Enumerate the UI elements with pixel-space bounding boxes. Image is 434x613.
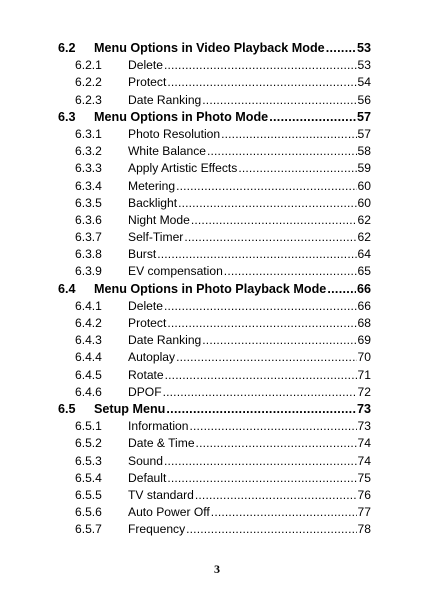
toc-entry-page: 65: [357, 264, 371, 279]
toc-dot-leader: [163, 384, 357, 401]
toc-entry-page: 78: [357, 522, 371, 537]
toc-entry-title: Information: [128, 419, 189, 434]
toc-subsection-entry[interactable]: [58, 453, 371, 470]
toc-entry-page: 64: [357, 247, 371, 262]
toc-subsection-entry[interactable]: [58, 521, 371, 538]
toc-subsection-entry[interactable]: [58, 418, 371, 435]
toc-entry-page: 56: [357, 92, 371, 107]
toc-dot-leader: [202, 92, 356, 109]
toc-entry-number: 6.3.2: [75, 144, 102, 159]
toc-subsection-entry[interactable]: [58, 246, 371, 263]
toc-entry-page: 71: [357, 367, 371, 382]
toc-entry-number: 6.4.3: [75, 333, 102, 348]
toc-entry-title: Metering: [128, 178, 176, 193]
toc-entry-number: 6.3.5: [75, 195, 102, 210]
toc-dot-leader: [167, 74, 356, 91]
toc-entry-title: Delete: [128, 58, 163, 73]
toc-entry-number: 6.5.6: [75, 505, 102, 520]
toc-entry-page: 74: [357, 436, 371, 451]
toc-entry-number: 6.4.6: [75, 384, 102, 399]
toc-dot-leader: [191, 212, 357, 229]
toc-dot-leader: [176, 178, 356, 195]
toc-dot-leader: [196, 435, 357, 452]
toc-subsection-entry[interactable]: [58, 435, 371, 452]
toc-dot-leader: [238, 160, 356, 177]
toc-entry-number: 6.5.1: [75, 419, 102, 434]
toc-entry-title: Burst: [128, 247, 157, 262]
toc-entry-title: Photo Resolution: [128, 126, 221, 141]
toc-subsection-entry[interactable]: [58, 298, 371, 315]
toc-entry-page: 76: [357, 487, 371, 502]
toc-section-entry[interactable]: [58, 281, 371, 298]
toc-dot-leader: [221, 126, 356, 143]
toc-dot-leader: [167, 470, 356, 487]
toc-dot-leader: [178, 195, 356, 212]
toc-subsection-entry[interactable]: [58, 332, 371, 349]
toc-entry-title: Sound: [128, 453, 163, 468]
toc-entry-number: 6.2.2: [75, 75, 102, 90]
toc-dot-leader: [166, 401, 356, 418]
toc-subsection-entry[interactable]: [58, 57, 371, 74]
toc-entry-number: 6.3.8: [75, 247, 102, 262]
toc-subsection-entry[interactable]: [58, 160, 371, 177]
toc-subsection-entry[interactable]: [58, 74, 371, 91]
toc-section-entry[interactable]: [58, 109, 371, 126]
toc-entry-page: 74: [357, 453, 371, 468]
toc-subsection-entry[interactable]: [58, 212, 371, 229]
toc-entry-number: 6.5.3: [75, 453, 102, 468]
toc-dot-leader: [184, 229, 356, 246]
toc-entry-page: 72: [357, 384, 371, 399]
toc-dot-leader: [190, 418, 357, 435]
toc-dot-leader: [164, 453, 357, 470]
toc-entry-page: 58: [357, 144, 371, 159]
toc-entry-title: Apply Artistic Effects: [128, 161, 238, 176]
toc-entry-title: Self-Timer: [128, 230, 184, 245]
toc-subsection-entry[interactable]: [58, 315, 371, 332]
toc-entry-title: Setup Menu: [94, 401, 166, 416]
toc-entry-number: 6.5: [58, 401, 76, 416]
toc-entry-title: TV standard: [128, 487, 194, 502]
toc-dot-leader: [157, 246, 356, 263]
toc-entry-page: 54: [357, 75, 371, 90]
toc-entry-page: 57: [357, 126, 371, 141]
toc-subsection-entry[interactable]: [58, 470, 371, 487]
toc-entry-number: 6.4.4: [75, 350, 102, 365]
toc-entry-number: 6.2: [58, 41, 76, 55]
toc-entry-page: 69: [357, 333, 371, 348]
toc-entry-title: Date Ranking: [128, 333, 202, 348]
toc-entry-title: White Balance: [128, 144, 206, 159]
toc-subsection-entry[interactable]: [58, 92, 371, 109]
page-number: 3: [214, 562, 220, 576]
toc-subsection-entry[interactable]: [58, 487, 371, 504]
toc-entry-title: Rotate: [128, 367, 164, 382]
toc-entry-page: 59: [357, 161, 371, 176]
toc-entry-page: 66: [357, 298, 371, 313]
toc-entry-page: 60: [357, 178, 371, 193]
toc-entry-page: 53: [356, 41, 371, 55]
toc-entry-title: Menu Options in Photo Mode: [94, 109, 269, 124]
toc-entry-number: 6.3.7: [75, 230, 102, 245]
toc-entry-title: Backlight: [128, 195, 178, 210]
toc-dot-leader: [211, 504, 357, 521]
toc-dot-leader: [224, 263, 357, 280]
toc-entry-title: Menu Options in Video Playback Mode: [94, 41, 325, 55]
toc-dot-leader: [176, 349, 356, 366]
toc-dot-leader: [269, 109, 356, 126]
toc-entry-title: Protect: [128, 75, 167, 90]
toc-entry-title: Default: [128, 470, 167, 485]
toc-entry-title: Date & Time: [128, 436, 195, 451]
toc-subsection-entry[interactable]: [58, 195, 371, 212]
toc-entry-page: 62: [357, 212, 371, 227]
toc-entry-number: 6.5.4: [75, 470, 102, 485]
toc-entry-page: 73: [356, 401, 371, 416]
toc-entry-number: 6.3.6: [75, 212, 102, 227]
toc-subsection-entry[interactable]: [58, 178, 371, 195]
toc-entry-number: 6.3.3: [75, 161, 102, 176]
toc-dot-leader: [164, 57, 357, 74]
toc-dot-leader: [165, 367, 357, 384]
toc-entry-number: 6.4.5: [75, 367, 102, 382]
toc-entry-title: Date Ranking: [128, 92, 202, 107]
toc-entry-title: Autoplay: [128, 350, 176, 365]
toc-entry-number: 6.4.2: [75, 316, 102, 330]
toc-subsection-entry[interactable]: [58, 384, 371, 401]
toc-entry-page: 68: [357, 316, 371, 330]
toc-entry-title: Night Mode: [128, 212, 190, 227]
toc-subsection-entry[interactable]: [58, 229, 371, 246]
toc-entry-number: 6.5.7: [75, 522, 102, 537]
toc-dot-leader: [195, 487, 357, 504]
toc-entry-number: 6.3.4: [75, 178, 102, 193]
toc-section-entry[interactable]: [58, 40, 371, 57]
toc-entry-title: DPOF: [128, 384, 162, 399]
toc-entry-number: 6.2.3: [75, 92, 102, 107]
toc-entry-page: 70: [357, 350, 371, 365]
toc-entry-page: 57: [356, 109, 371, 124]
toc-entry-page: 73: [357, 419, 371, 434]
toc-subsection-entry[interactable]: [58, 263, 371, 280]
toc-dot-leader: [167, 315, 356, 332]
table-of-contents: [58, 40, 371, 538]
toc-entry-title: Delete: [128, 298, 163, 313]
toc-entry-number: 6.3.9: [75, 264, 102, 279]
toc-entry-number: 6.3.1: [75, 126, 102, 141]
toc-entry-page: 62: [357, 230, 371, 245]
toc-entry-number: 6.4: [58, 281, 76, 296]
toc-entry-title: Menu Options in Photo Playback Mode: [94, 281, 327, 296]
toc-entry-number: 6.2.1: [75, 58, 102, 73]
toc-entry-title: Frequency: [128, 522, 186, 537]
toc-entry-page: 53: [357, 58, 371, 73]
toc-dot-leader: [207, 143, 357, 160]
toc-dot-leader: [186, 521, 356, 538]
toc-dot-leader: [326, 40, 356, 57]
toc-entry-number: 6.5.2: [75, 436, 102, 451]
toc-subsection-entry[interactable]: [58, 143, 371, 160]
toc-entry-title: EV compensation: [128, 264, 223, 279]
toc-subsection-entry[interactable]: [58, 349, 371, 366]
toc-entry-number: 6.5.5: [75, 487, 102, 502]
toc-entry-title: Protect: [128, 316, 167, 330]
toc-subsection-entry[interactable]: [58, 367, 371, 384]
toc-entry-number: 6.4.1: [75, 298, 102, 313]
toc-section-entry[interactable]: [58, 401, 371, 418]
toc-subsection-entry[interactable]: [58, 504, 371, 521]
toc-entry-title: Auto Power Off: [128, 505, 210, 520]
toc-entry-page: 60: [357, 195, 371, 210]
toc-dot-leader: [327, 281, 356, 298]
toc-dot-leader: [202, 332, 356, 349]
toc-entry-page: 77: [357, 505, 371, 520]
toc-entry-number: 6.3: [58, 109, 76, 124]
toc-dot-leader: [164, 298, 357, 315]
toc-entry-page: 75: [357, 470, 371, 485]
toc-subsection-entry[interactable]: [58, 126, 371, 143]
toc-entry-page: 66: [356, 281, 371, 296]
